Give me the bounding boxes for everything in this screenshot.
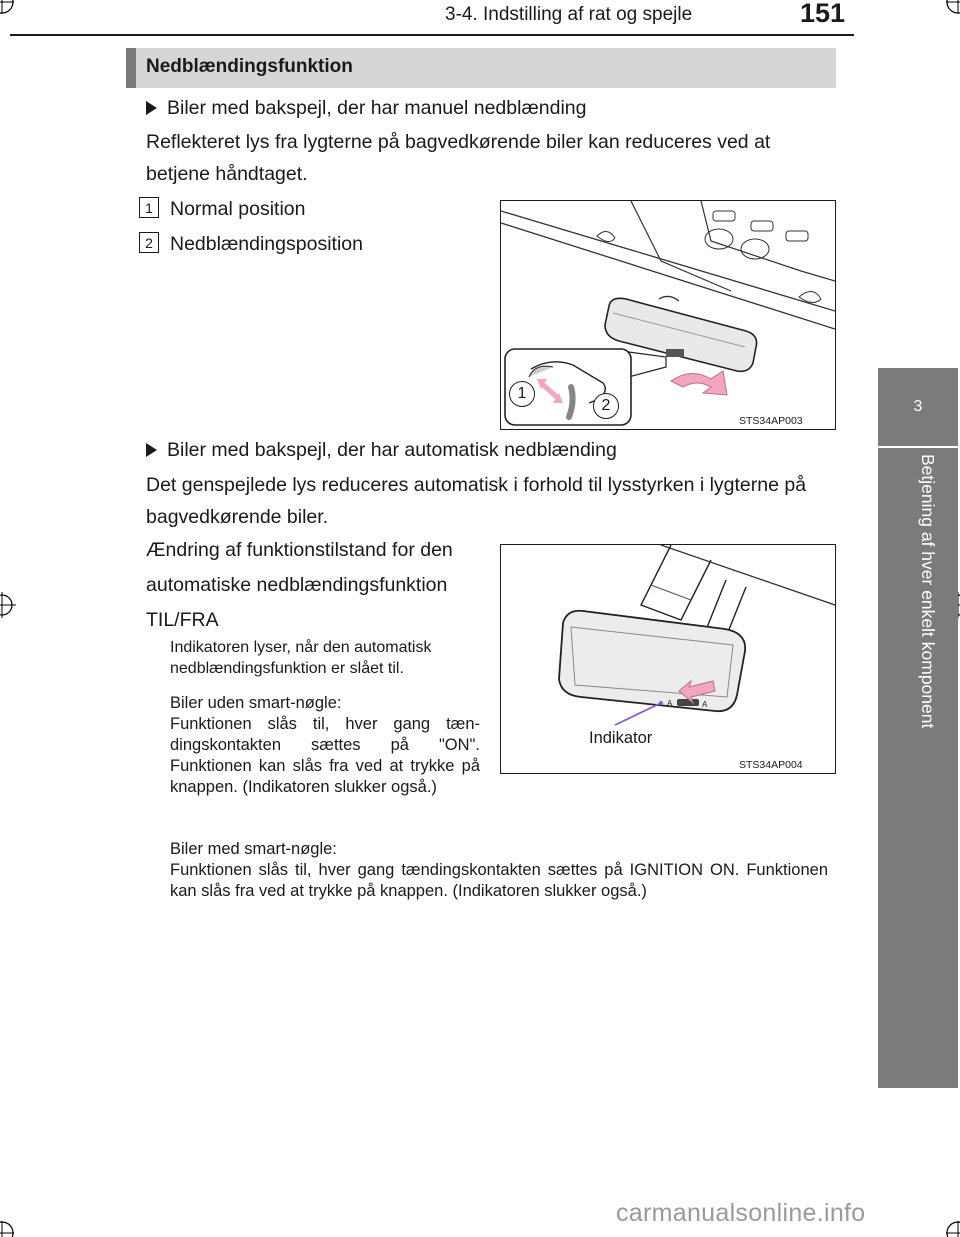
registration-mark-bottom-left xyxy=(0,1211,24,1237)
section-heading-text: Nedblændingsfunktion xyxy=(146,56,353,77)
auto-subheading-text: Biler med bakspejl, der har automatisk nedblænding xyxy=(167,439,617,461)
chapter-tab-number: 3 xyxy=(878,368,958,446)
figure-code: STS34AP003 xyxy=(739,415,803,427)
item-label-dimming: Nedblændingsposition xyxy=(170,233,363,255)
manual-body: Reflekteret lys fra lygterne på bagvedkørende biler kan reduceres ved at betjene håndtaget. xyxy=(146,131,771,185)
registration-mark-left xyxy=(0,592,22,618)
item-number-badge: 2 xyxy=(139,232,159,253)
auto-mirror-illustration xyxy=(501,545,835,773)
figure-callout-2: 2 xyxy=(593,393,619,419)
indicator-label: Indikator xyxy=(589,729,653,747)
auto-body: Det genspejlede lys reduceres automatisk i forhold til lysstyrken i lygterne på bagvedkørende biler. xyxy=(146,474,807,528)
manual-subheading xyxy=(146,92,587,124)
watermark: carmanualsonline.info xyxy=(616,1199,866,1227)
auto-subheading xyxy=(146,434,617,466)
section-heading xyxy=(126,48,836,88)
svg-text:A: A xyxy=(702,700,708,709)
section-heading-bar xyxy=(126,48,136,88)
page-number: 151 xyxy=(800,0,846,28)
item-number-badge: 1 xyxy=(139,197,159,218)
item-label-normal: Normal position xyxy=(170,198,306,220)
manual-subheading-text: Biler med bakspejl, der har manuel nedblænding xyxy=(167,97,587,119)
bullet-triangle-icon xyxy=(146,443,157,457)
smart-key-text: Funktionen slås til, hver gang tændingskontakten sættes på IGNITION ON. Funktionen kan slås fra ved at trykke på knappen. (Indikatoren slukker også.) xyxy=(170,861,828,900)
registration-mark-top-right xyxy=(936,0,960,24)
svg-text:A: A xyxy=(667,699,673,708)
smart-key-title: Biler med smart-nøgle: xyxy=(170,840,337,858)
manual-mirror-illustration xyxy=(501,201,835,429)
figure-callout-1: 1 xyxy=(509,381,535,407)
chapter-tab-title xyxy=(918,454,938,744)
header-rule xyxy=(10,34,854,36)
no-smart-key-text: Funktionen slås til, hver gang tæn-dingskontakten sættes på "ON". Funktionen kan slås fra ved at trykke på knappen. (Indikatoren slukker også.) xyxy=(170,715,480,796)
bullet-triangle-icon xyxy=(146,101,157,115)
change-mode-title: Ændring af funktionstilstand for den automatiske nedblændingsfunktion TIL/FRA xyxy=(146,539,453,631)
section-reference: 3-4. Indstilling af rat og spejle xyxy=(445,4,693,25)
auto-mirror-figure xyxy=(500,544,836,774)
figure-code: STS34AP004 xyxy=(739,759,803,771)
no-smart-key-title: Biler uden smart-nøgle: xyxy=(170,694,342,712)
chapter-tab-title-text: Betjening af hver enkelt komponent xyxy=(918,454,938,729)
indicator-note: Indikatoren lyser, når den automatisk nedblændingsfunktion er slået til. xyxy=(170,639,432,677)
registration-mark-bottom-right xyxy=(936,1211,960,1237)
manual-mirror-figure xyxy=(500,200,836,430)
registration-mark-top-left xyxy=(0,0,24,24)
